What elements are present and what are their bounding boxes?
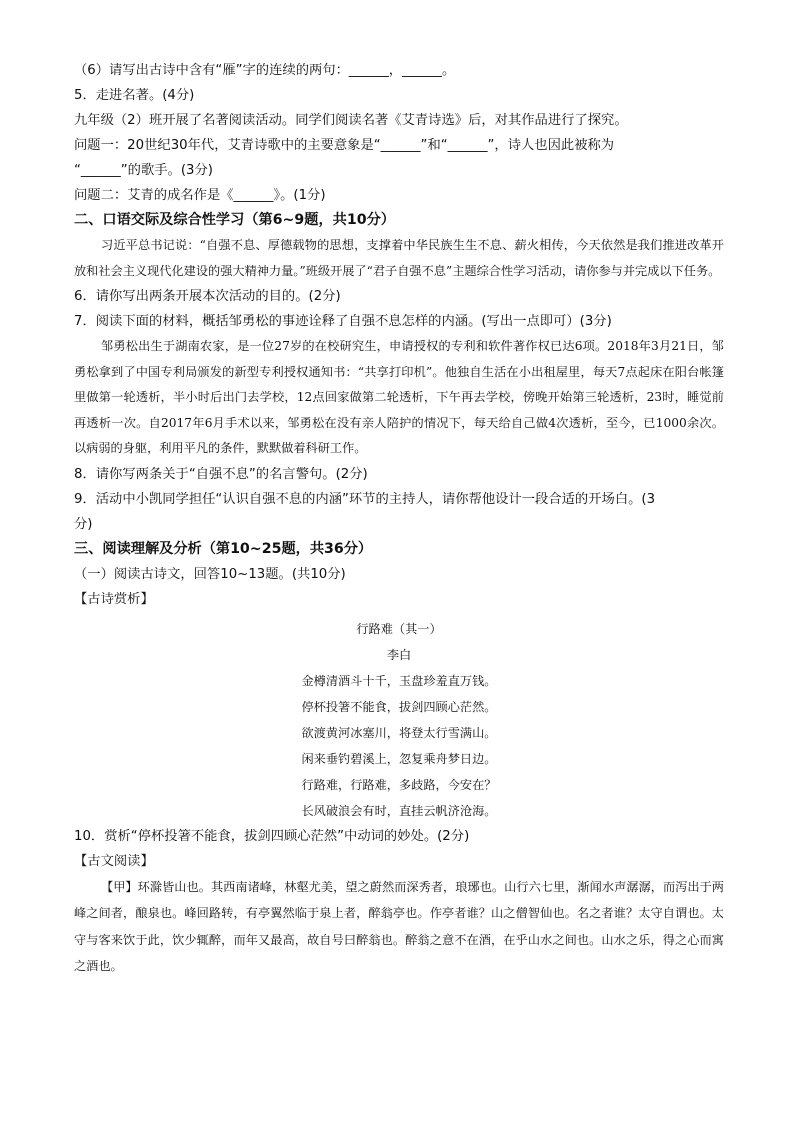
question-8: 8．请你写两条关于“自强不息”的名言警句。(2分): [74, 466, 368, 482]
section-3-heading: 三、阅读理解及分析（第10~25题，共36分）: [74, 540, 373, 557]
poem-title: 行路难（其一）: [356, 621, 442, 636]
question-7: 7．阅读下面的材料，概括邹勇松的事迹诠释了自强不息怎样的内涵。(写出一点即可）(3分): [74, 314, 612, 329]
question-9b: 分): [74, 516, 93, 532]
poem-line: 金樽清酒斗十千，玉盘珍羞直万钱。: [301, 673, 497, 688]
prose-passage-jia: 【甲】环滁皆山也。其西南诸峰，林壑尤美，望之蔚然而深秀者，琅琊也。山行六七里，渐闻水声潺潺，而泻出于两峰之间者，酿泉也。峰回路转，有亭翼然临于泉上者，醉翁亭也。作亭者谁？山之僧智仙也。名之者谁？太守自谓也。太守与客来饮于此，饮少辄醉，而年又最高，故自号曰醉翁也。醉翁之意不在酒，在乎山水之间也。山水之乐，得之心而寓之酒也。: [74, 879, 724, 973]
poem-author: 李白: [386, 647, 412, 662]
section-2-heading: 二、口语交际及综合性学习（第6~9题，共10分）: [74, 212, 395, 228]
question-4-6: （6）请写出古诗中含有“雁”字的连续的两句：______，______。: [74, 63, 456, 78]
part-1-instructions: （一）阅读古诗文，回答10~13题。(共10分): [74, 566, 346, 582]
section-2-intro: 习近平总书记说：“自强不息、厚德载物的思想，支撑着中华民族生生不息、薪火相传，今天依然是我们推进改革开放和社会主义现代化建设的强大精神力量。”班级开展了“君子自强不息”主题综合性学习活动，请你参与并完成以下任务。: [74, 238, 724, 278]
poem-line: 闲来垂钓碧溪上，忽复乘舟梦日边。: [301, 751, 497, 766]
question-10: 10．赏析“停杯投箸不能食，拔剑四顾心茫然”中动词的妙处。(2分): [74, 828, 470, 844]
poem-label: 【古诗赏析】: [74, 591, 154, 607]
question-5-title: 5．走进名著。(4分): [74, 88, 195, 103]
question-9a: 9．活动中小凯同学担任“认识自强不息的内涵”环节的主持人，请你帮他设计一段合适的开场白。(3: [74, 491, 656, 507]
question-5-problem-1b: “______”的歌手。(3分): [74, 163, 213, 178]
exam-page: [74, 58, 724, 980]
question-5-intro: 九年级（2）班开展了名著阅读活动。同学们阅读名著《艾青诗选》后，对其作品进行了探究。: [74, 113, 628, 128]
poem-line: 欲渡黄河冰塞川，将登太行雪满山。: [301, 725, 497, 740]
prose-label: 【古文阅读】: [74, 853, 154, 869]
question-6: 6．请你写出两条开展本次活动的目的。(2分): [74, 289, 341, 304]
question-5-problem-1a: 问题一：20世纪30年代，艾青诗歌中的主要意象是“______”和“______”，诗人也因此被称为: [74, 138, 615, 153]
poem-line: 停杯投箸不能食，拔剑四顾心茫然。: [301, 699, 497, 714]
poem-line: 长风破浪会有时，直挂云帆济沧海。: [301, 803, 497, 818]
question-5-problem-2: 问题二：艾青的成名作是《______》。(1分): [74, 188, 326, 203]
question-7-material: 邹勇松出生于湖南农家，是一位27岁的在校研究生，申请授权的专利和软件著作权已达6项。2018年3月21日，邹勇松拿到了中国专利局颁发的新型专利授权通知书：“共享打印机”。他独自生活在小出租屋里，每天7点起床在阳台帐篷里做第一轮透析，半小时后出门去学校，12点回家做第二轮透析，下午再去学校，傍晚开始第三轮透析，23时，睡觉前再透析一次。自2017年6月手术以来，邹勇松在没有亲人陪护的情况下，每天给自己做4次透析，至今，已1000余次。以病弱的身躯，利用平凡的条件，默默做着科研工作。: [74, 339, 724, 455]
poem-line: 行路难，行路难，多歧路，今安在？: [301, 777, 497, 792]
